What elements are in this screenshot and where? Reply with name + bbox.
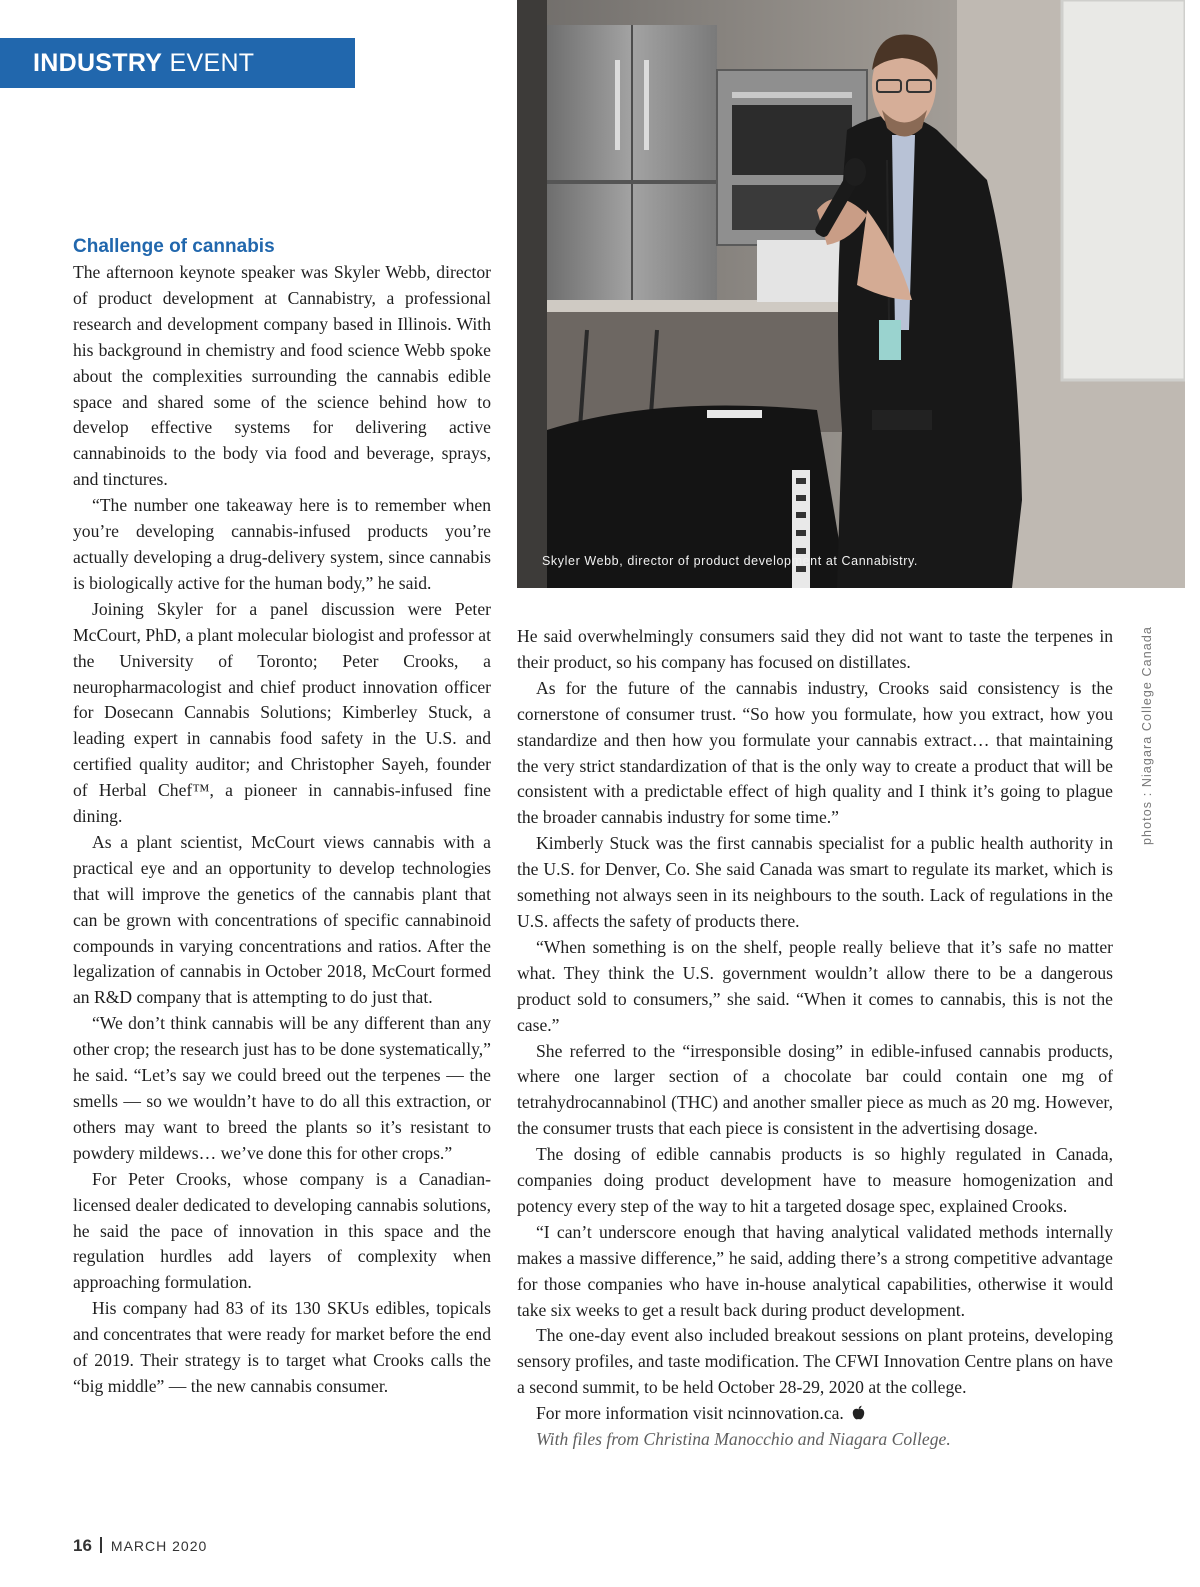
section-label-light: EVENT: [169, 49, 255, 77]
apple-end-icon: [852, 1405, 865, 1420]
article-paragraph: He said overwhelmingly consumers said they did not want to taste the terpenes in their product, so his company has focused on distillates.: [517, 626, 1113, 672]
article-left-column: [73, 235, 491, 1400]
article-paragraph: “We don’t think cannabis will be any different than any other crop; the research just has to be done systematically,” he said. “Let’s say we could breed out the terpenes — the smells — so we wouldn’t have to do all this extraction, or others may want to breed the plants so it’s resistant to powdery mildews… we’ve done this for other crops.”: [73, 1013, 491, 1163]
article-paragraph: Kimberly Stuck was the first cannabis specialist for a public health authority in the U.S. for Denver, Co. She said Canada was smart to regulate its market, which is something not always seen in its neighbours to the south. Lack of regulations in the U.S. affects the safety of products there.: [517, 833, 1113, 931]
article-paragraph: “I can’t underscore enough that having analytical validated methods internally makes a massive difference,” he said, adding there’s a strong competitive advantage for those companies who have in-house analytical capabilities, otherwise it would take six weeks to get a result back during product development.: [517, 1221, 1113, 1320]
more-info-text: For more information visit ncinnovation.ca.: [536, 1403, 844, 1424]
article-paragraph: “The number one takeaway here is to remember when you’re developing cannabis-infused products you’re actually developing a drug-delivery system, since cannabis is biologically active for the human body,” he said.: [73, 495, 491, 593]
article-attribution: With files from Christina Manocchio and Niagara College.: [536, 1429, 951, 1450]
article-right-column: [517, 624, 1113, 1453]
article-paragraph: “When something is on the shelf, people really believe that it’s safe no matter what. They think the U.S. government wouldn’t allow there to be a dangerous product sold to consumers,” she said. “When it comes to cannabis, this is not the case.”: [517, 936, 1113, 1035]
article-paragraph: His company had 83 of its 130 SKUs edibles, topicals and concentrates that were ready for market before the end of 2019. Their strategy is to target what Crooks calls the “big middle” — the new cannabis consumer.: [73, 1298, 491, 1396]
article-paragraph: The one-day event also included breakout sessions on plant proteins, developing sensory profiles, and taste modification. The CFWI Innovation Centre plans on have a second summit, to be held October 28-29, 2020 at the college.: [517, 1325, 1113, 1398]
section-banner: [0, 38, 355, 88]
page-footer: [73, 1536, 207, 1556]
speaker-photo-illustration: [517, 0, 1185, 588]
photo-credit: photos : Niagara College Canada: [1140, 626, 1154, 845]
section-label-bold: INDUSTRY: [33, 49, 163, 77]
article-paragraph: As for the future of the cannabis industry, Crooks said consistency is the cornerstone of consumer trust. “So how you formulate, how you extract, how you standardize and then how you formulate your cannabis extract… that maintaining the very strict standardization of that is the only way to create a product that will be consistent with a predictable effect of high quality and I think it’s going to plague the broader cannabis industry for some time.”: [517, 677, 1113, 828]
more-info-line: [517, 1401, 1113, 1427]
issue-date: MARCH 2020: [110, 1538, 208, 1554]
article-paragraph: As a plant scientist, McCourt views cannabis with a practical eye and an opportunity to develop technologies that will improve the genetics of the cannabis plant that can be grown with concentrations of specific cannabinoid compounds in varying concentrations and ratios. After the legalization of cannabis in October 2018, McCourt formed an R&D company that is attempting to do just that.: [73, 831, 491, 1008]
photo-caption: Skyler Webb, director of product development at Cannabistry.: [542, 554, 918, 568]
article-paragraph: She referred to the “irresponsible dosing” in edible-infused cannabis products, where one larger section of a chocolate bar could contain one mg of tetrahydrocannabinol (THC) and another smaller piece as much as 20 mg. However, the consumer trusts that each piece is consistent in the advertising dosage.: [517, 1040, 1113, 1139]
footer-divider: [100, 1537, 102, 1553]
speaker-photo: [517, 0, 1185, 588]
article-paragraph: The dosing of edible cannabis products is so highly regulated in Canada, companies doing product development have to measure homogenization and potency every step of the way to hit a targeted dosage spec, explained Crooks.: [517, 1144, 1113, 1216]
article-paragraph: Joining Skyler for a panel discussion were Peter McCourt, PhD, a plant molecular biologist and professor at the University of Toronto; Peter Crooks, a neuropharmacologist and chief product innovation officer for Dosecann Cannabis Solutions; Kimberley Stuck, a leading expert in cannabis food safety in the U.S. and certified quality auditor; and Christopher Sayeh, founder of Herbal Chef™, a pioneer in cannabis-infused fine dining.: [73, 598, 491, 827]
article-subhead: Challenge of cannabis: [73, 236, 275, 257]
article-paragraph: For Peter Crooks, whose company is a Canadian-licensed dealer dedicated to developing cannabis solutions, he said the pace of innovation in this space and the regulation hurdles add layers of complexity when approaching formulation.: [73, 1168, 491, 1293]
article-paragraph: The afternoon keynote speaker was Skyler Webb, director of product development at Cannabistry, a professional research and development company based in Illinois. With his background in chemistry and food science Webb spoke about the complexities surrounding the cannabis edible space and shared some of the science behind how to develop effective systems for delivering active cannabinoids to the body via food and beverage, sprays, and tinctures.: [73, 262, 491, 490]
page-number: 16: [73, 1536, 92, 1555]
